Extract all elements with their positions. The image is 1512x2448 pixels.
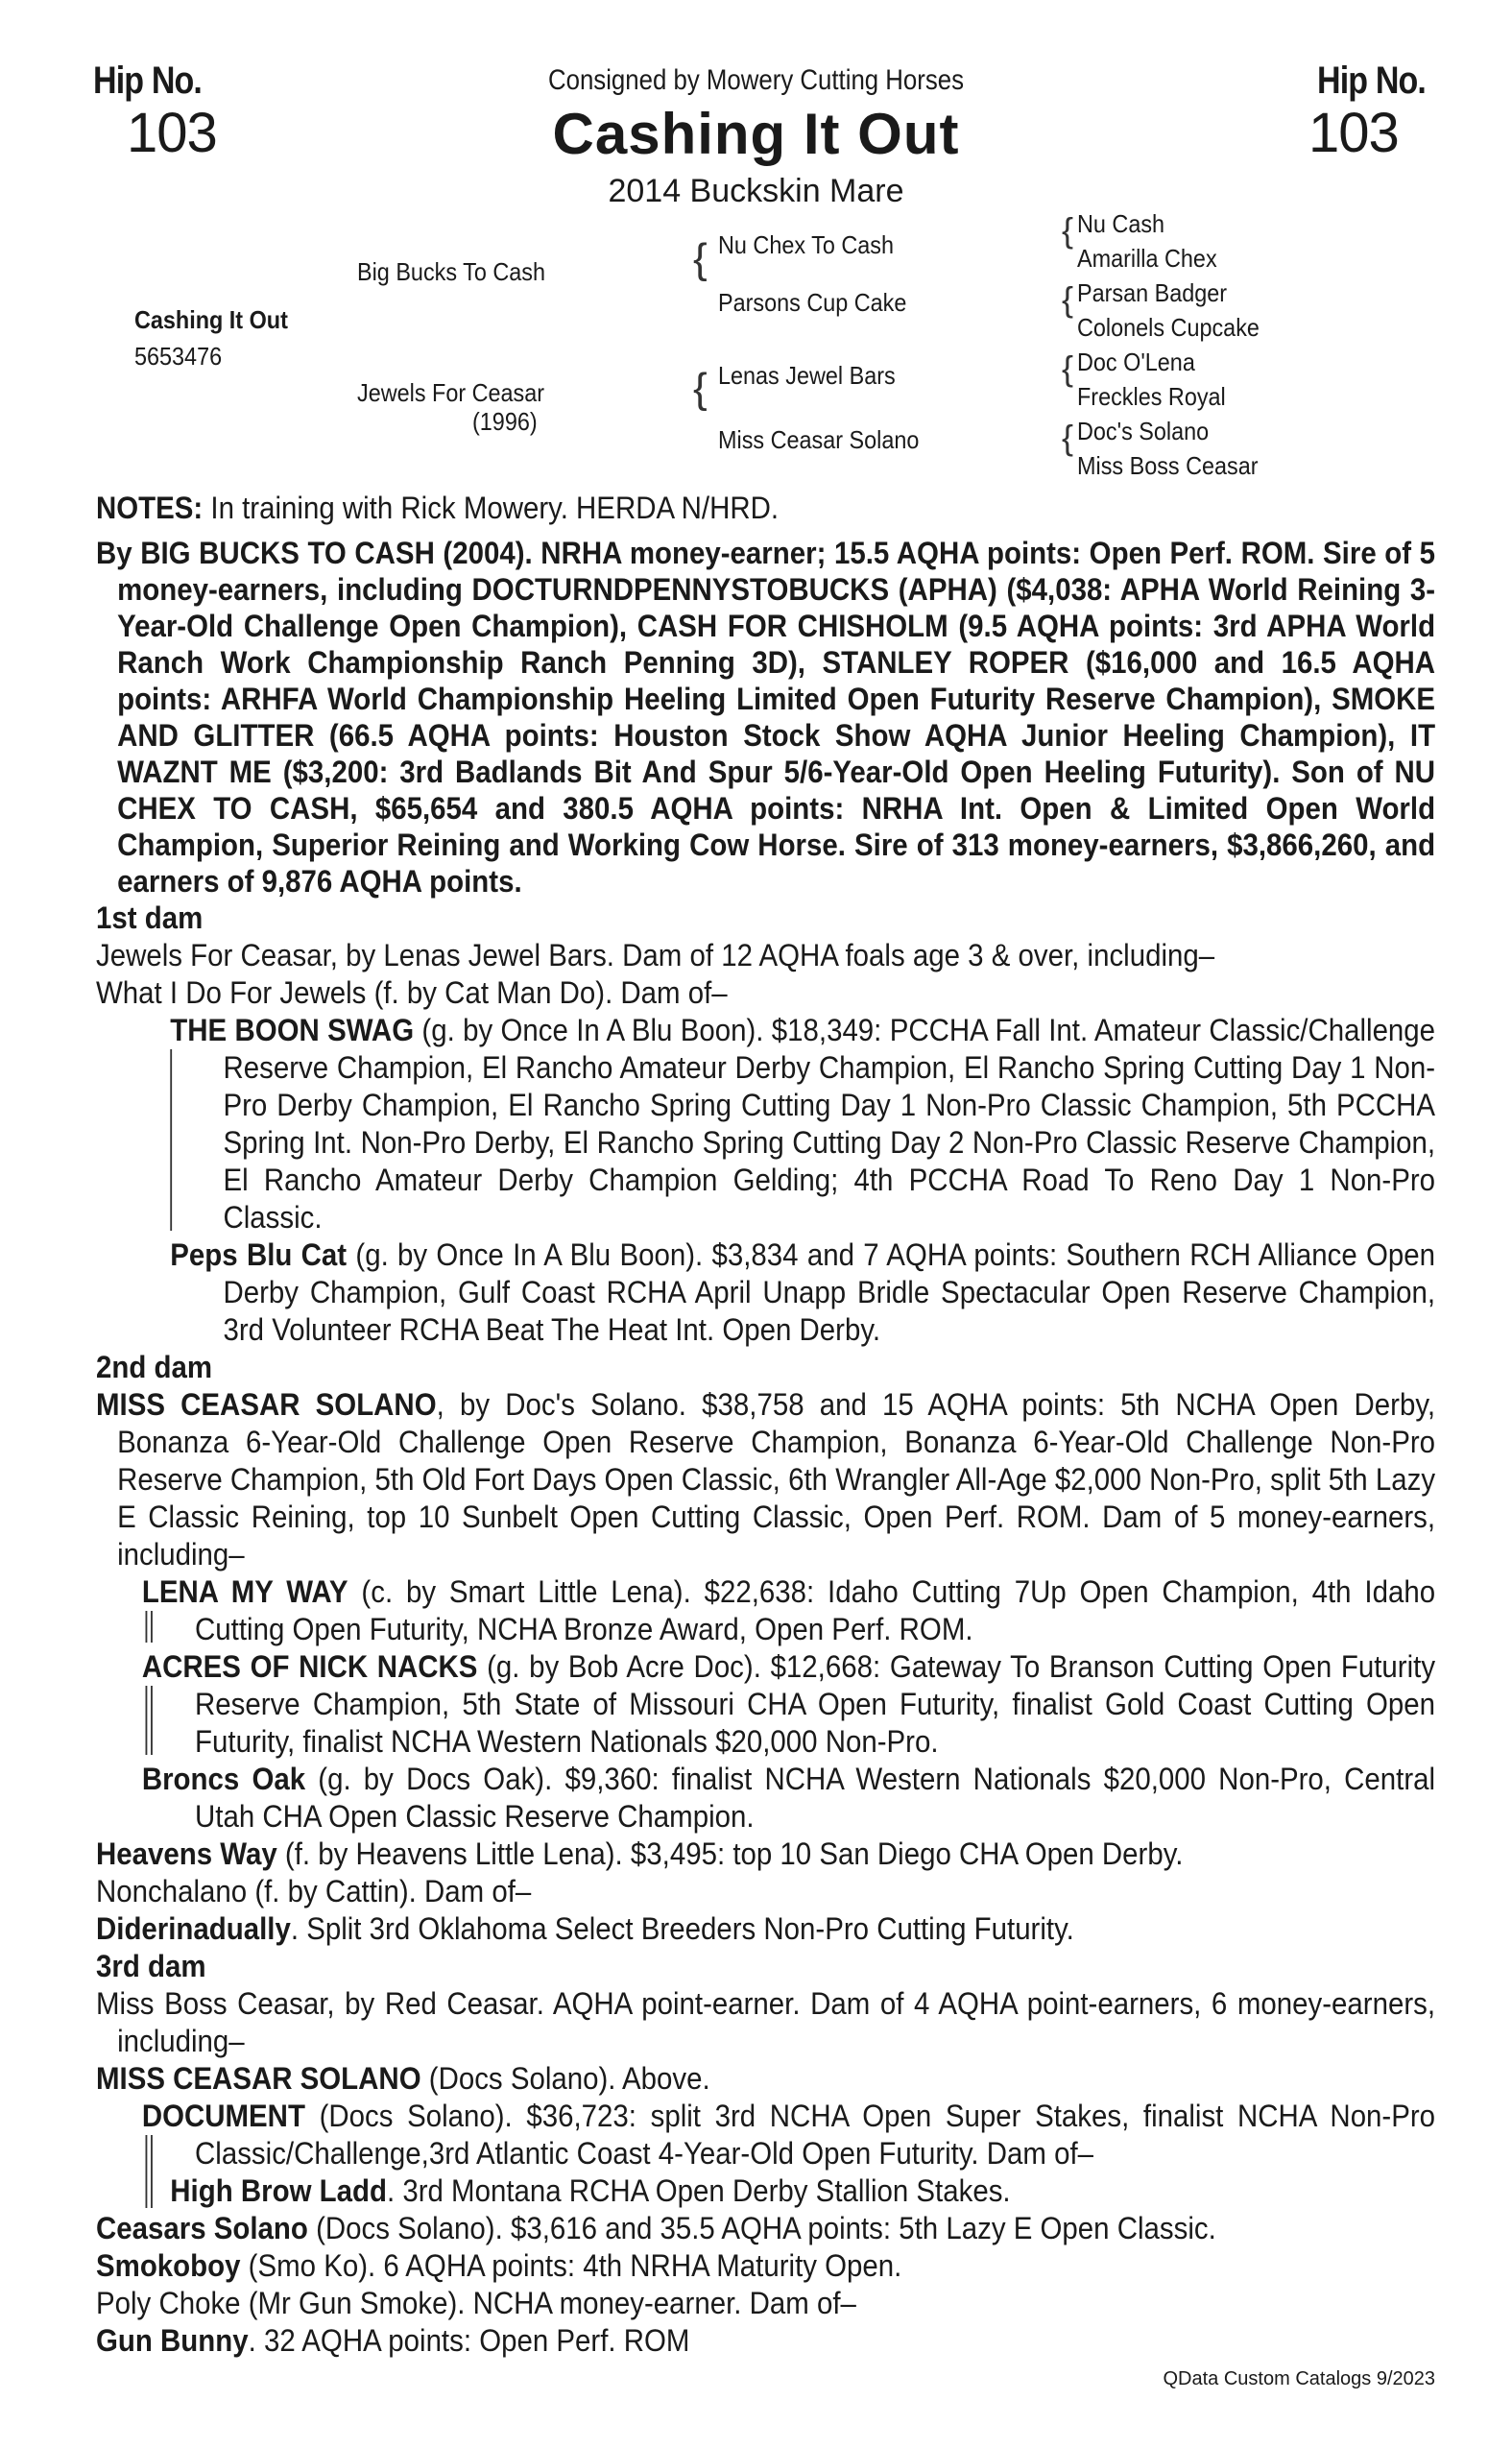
dider-text: . Split 3rd Oklahoma Select Breeders Non-Pro Cutting Futurity.	[290, 1911, 1074, 1946]
highbrow-text: . 3rd Montana RCHA Open Derby Stallion Stakes.	[386, 2173, 1011, 2208]
brace-sire: {	[693, 235, 708, 282]
dider-name: Diderinadually	[96, 1911, 291, 1946]
ceasars-text: (Docs Solano). $3,616 and 35.5 AQHA points: 5th Lazy E Open Classic.	[307, 2211, 1216, 2245]
boon-swag-entry	[170, 1012, 1435, 1236]
dam2-heading: 2nd dam	[96, 1350, 213, 1384]
dam2-name: MISS CEASAR SOLANO	[96, 1387, 437, 1422]
consigner: Consigned by Mowery Cutting Horses	[547, 64, 965, 96]
pedigree-sire-sire: Nu Chex To Cash	[718, 230, 894, 259]
peps-text: (g. by Once In A Blu Boon). $3,834 and 7 AQHA points: Southern RCH Alliance Open Derby Champion, Gulf Coast RCHA April Unapp Bridle Spectacular Open Reserve Champion, 3rd Volunteer RCHA Beat The Heat Int. Open Derby.	[223, 1237, 1436, 1347]
nonchalano-entry: Nonchalano (f. by Cattin). Dam of–	[96, 1874, 532, 1908]
broncs-text: (g. by Docs Oak). $9,360: finalist NCHA Western Nationals $20,000 Non-Pro, Central Utah CHA Open Classic Reserve Champion.	[195, 1762, 1436, 1834]
horse-description: 2014 Buckskin Mare	[608, 173, 904, 209]
notes	[96, 490, 1435, 527]
brace-g3: {	[1062, 348, 1074, 388]
dam1-intro: Jewels For Ceasar, by Lenas Jewel Bars. Dam of 12 AQHA foals age 3 & over, including–	[96, 938, 1215, 972]
pedigree-g3: Parsan Badger	[1077, 278, 1228, 307]
document-entry	[142, 2098, 1435, 2210]
peps-entry	[170, 1236, 1435, 1349]
boon-swag-name: THE BOON SWAG	[170, 1013, 415, 1047]
ceasars-name: Ceasars Solano	[96, 2211, 308, 2245]
acres-name: ACRES OF NICK NACKS	[141, 1649, 478, 1684]
horse-name: Cashing It Out	[552, 102, 960, 166]
ceasars-entry	[96, 2210, 1435, 2247]
pedigree-dam-sire: Lenas Jewel Bars	[718, 361, 896, 390]
document-name: DOCUMENT	[141, 2099, 305, 2133]
dam3-heading: 3rd dam	[96, 1949, 206, 1983]
lena-text: (c. by Smart Little Lena). $22,638: Idaho Cutting 7Up Open Champion, 4th Idaho Cutting Open Futurity, NCHA Bronze Award, Open Perf. ROM.	[195, 1574, 1436, 1646]
notes-text: In training with Rick Mowery. HERDA N/HRD.	[203, 491, 780, 525]
boon-swag-text: (g. by Once In A Blu Boon). $18,349: PCCHA Fall Int. Amateur Classic/Challenge Reserve Champion, El Rancho Amateur Derby Champion, El Rancho Spring Cutting Day 1 Non-Pro Derby Champion, El Rancho Spring Cutting Day 1 Non-Pro Classic Champion, 5th PCCHA Spring Int. Non-Pro Derby, El Rancho Spring Cutting Day 2 Non-Pro Classic Reserve Champion, El Rancho Amateur Derby Champion Gelding; 4th PCCHA Road To Reno Day 1 Non-Pro Classic.	[223, 1013, 1436, 1235]
mcs-text: (Docs Solano). Above.	[420, 2061, 710, 2096]
hip-number-left: 103	[127, 102, 217, 164]
pedigree-dam-year: (1996)	[472, 407, 538, 436]
hip-label-left: Hip No.	[93, 60, 203, 102]
acres-text: (g. by Bob Acre Doc). $12,668: Gateway To Branson Cutting Open Futurity Reserve Champion, 5th State of Missouri CHA Open Futurity, finalist Gold Coast Cutting Open Futurity, finalist NCHA Western Nationals $20,000 Non-Pro.	[195, 1649, 1436, 1759]
pedigree-g7: Doc's Solano	[1077, 417, 1210, 445]
dam1-heading: 1st dam	[96, 900, 204, 935]
broncs-entry	[142, 1761, 1435, 1836]
document-text: (Docs Solano). $36,723: split 3rd NCHA Open Super Stakes, finalist NCHA Non-Pro Classic/Challenge,3rd Atlantic Coast 4-Year-Old Open Futurity. Dam of–	[195, 2099, 1436, 2171]
mcs-entry	[96, 2060, 1435, 2098]
gun-name: Gun Bunny	[96, 2323, 249, 2358]
gun-entry	[96, 2322, 1435, 2360]
pedigree-sire: Big Bucks To Cash	[357, 257, 545, 286]
pedigree-g8: Miss Boss Ceasar	[1077, 451, 1259, 480]
sire-paragraph: By BIG BUCKS TO CASH (2004). NRHA money-earner; 15.5 AQHA points: Open Perf. ROM. Sire of 5 money-earners, including DOCTURNDPENNYSTOBUCKS (APHA) ($4,038: APHA World Reining 3-Year-Old Challenge Open Champion), CASH FOR CHISHOLM (9.5 AQHA points: 3rd APHA World Ranch Work Championship Ranch Penning 3D), STANLEY ROPER ($16,000 and 16.5 AQHA points: ARHFA World Championship Heeling Limited Open Futurity Reserve Champion), SMOKE AND GLITTER (66.5 AQHA points: Houston Stock Show AQHA Junior Heeling Champion), IT WAZNT ME ($3,200: 3rd Badlands Bit And Spur 5/6-Year-Old Open Heeling Futurity). Son of NU CHEX TO CASH, $65,654 and 380.5 AQHA points: NRHA Int. Open & Limited Open World Champion, Superior Reining and Working Cow Horse. Sire of 313 money-earners, $3,866,260, and earners of 9,876 AQHA points.	[96, 536, 1436, 899]
lena-name: LENA MY WAY	[141, 1574, 348, 1609]
hip-label-right: Hip No.	[1317, 60, 1427, 102]
dam3-intro: Miss Boss Ceasar, by Red Ceasar. AQHA point-earner. Dam of 4 AQHA point-earners, 6 money-earners, including–	[96, 1986, 1436, 2058]
notes-label: NOTES:	[96, 491, 204, 525]
broncs-name: Broncs Oak	[141, 1762, 306, 1796]
brace-g1: {	[1062, 210, 1074, 250]
pedigree-g6: Freckles Royal	[1077, 382, 1226, 411]
footer-credit: QData Custom Catalogs 9/2023	[1163, 2368, 1435, 2389]
heavens-entry	[96, 1836, 1435, 1873]
pedigree-dam-dam: Miss Ceasar Solano	[718, 425, 920, 454]
dam1-what-i-do: What I Do For Jewels (f. by Cat Man Do). Dam of–	[96, 975, 728, 1010]
heavens-name: Heavens Way	[96, 1836, 277, 1871]
brace-g2: {	[1062, 279, 1074, 319]
brace-g4: {	[1062, 418, 1074, 457]
brace-dam: {	[693, 365, 708, 412]
diderinadually-entry	[96, 1910, 1435, 1948]
acres-entry	[142, 1648, 1435, 1761]
highbrow-name: High Brow Ladd	[170, 2173, 387, 2208]
lena-entry	[142, 1573, 1435, 1648]
pedigree-registration: 5653476	[134, 342, 223, 371]
pedigree-dam: Jewels For Ceasar	[357, 378, 545, 407]
smokoboy-text: (Smo Ko). 6 AQHA points: 4th NRHA Maturity Open.	[240, 2248, 902, 2283]
gun-text: . 32 AQHA points: Open Perf. ROM	[248, 2323, 690, 2358]
hip-number-right: 103	[1308, 102, 1399, 164]
dam2-text: , by Doc's Solano. $38,758 and 15 AQHA points: 5th NCHA Open Derby, Bonanza 6-Year-Old Challenge Open Reserve Champion, Bonanza 6-Year-Old Challenge Non-Pro Reserve Champion, 5th Old Fort Days Open Classic, 6th Wrangler All-Age $2,000 Non-Pro, split 5th Lazy E Classic Reining, top 10 Sunbelt Open Cutting Classic, Open Perf. ROM. Dam of 5 money-earners, including–	[117, 1387, 1436, 1572]
heavens-text: (f. by Heavens Little Lena). $3,495: top 10 San Diego CHA Open Derby.	[276, 1836, 1184, 1871]
smokoboy-entry	[96, 2247, 1435, 2285]
mcs-name: MISS CEASAR SOLANO	[96, 2061, 421, 2096]
pedigree-g5: Doc O'Lena	[1077, 348, 1195, 376]
pedigree-sire-dam: Parsons Cup Cake	[718, 288, 907, 317]
poly-entry: Poly Choke (Mr Gun Smoke). NCHA money-earner. Dam of–	[96, 2286, 856, 2320]
pedigree-subject: Cashing It Out	[134, 305, 288, 334]
smokoboy-name: Smokoboy	[96, 2248, 241, 2283]
peps-name: Peps Blu Cat	[170, 1237, 348, 1272]
dam2-intro	[96, 1386, 1435, 1573]
pedigree-g4: Colonels Cupcake	[1077, 313, 1260, 342]
pedigree-g2: Amarilla Chex	[1077, 244, 1217, 273]
highbrow-entry	[170, 2172, 1435, 2210]
pedigree-g1: Nu Cash	[1077, 209, 1165, 238]
catalog-body	[96, 490, 1435, 2360]
